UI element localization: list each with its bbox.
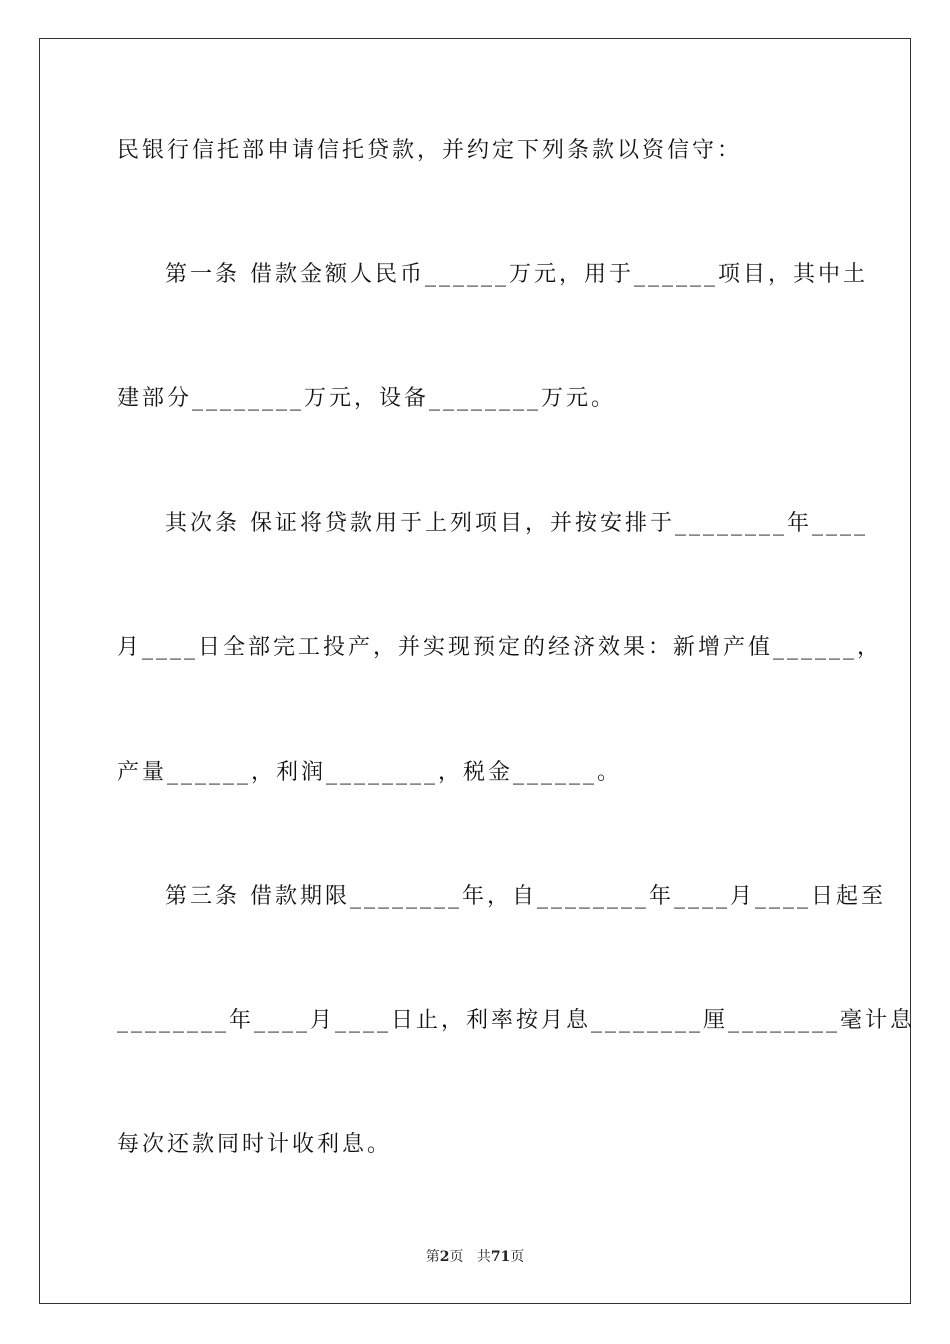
- footer-page-suffix: 页: [449, 1249, 464, 1265]
- footer-total-pages: 71: [490, 1249, 511, 1265]
- text-line-8: ________年____月____日止，利率按月息________厘________毫计息: [117, 1008, 916, 1033]
- page-footer: [0, 1248, 950, 1266]
- text-line-article-2: 其次条 保证将贷款用于上列项目，并按安排于________年____: [165, 511, 868, 536]
- text-line-article-1: 第一条 借款金额人民币______万元，用于______项目，其中土: [165, 262, 868, 287]
- footer-total-suffix: 页: [510, 1249, 525, 1265]
- footer-page-number: 2: [439, 1249, 450, 1265]
- footer-total-prefix: 共: [476, 1249, 491, 1265]
- text-line-6: 产量______，利润________，税金______。: [117, 760, 623, 785]
- footer-page-prefix: 第: [425, 1249, 440, 1265]
- page-border: [39, 38, 916, 1304]
- text-line-3: 建部分________万元，设备________万元。: [117, 386, 617, 411]
- text-line-5: 月____日全部完工投产，并实现预定的经济效果：新增产值______，: [117, 635, 883, 660]
- text-line-9: 每次还款同时计收利息。: [117, 1132, 393, 1157]
- text-line-1: 民银行信托部申请信托贷款，并约定下列条款以资信守：: [117, 138, 743, 163]
- text-line-article-3: 第三条 借款期限________年，自________年____月____日起至: [165, 884, 886, 909]
